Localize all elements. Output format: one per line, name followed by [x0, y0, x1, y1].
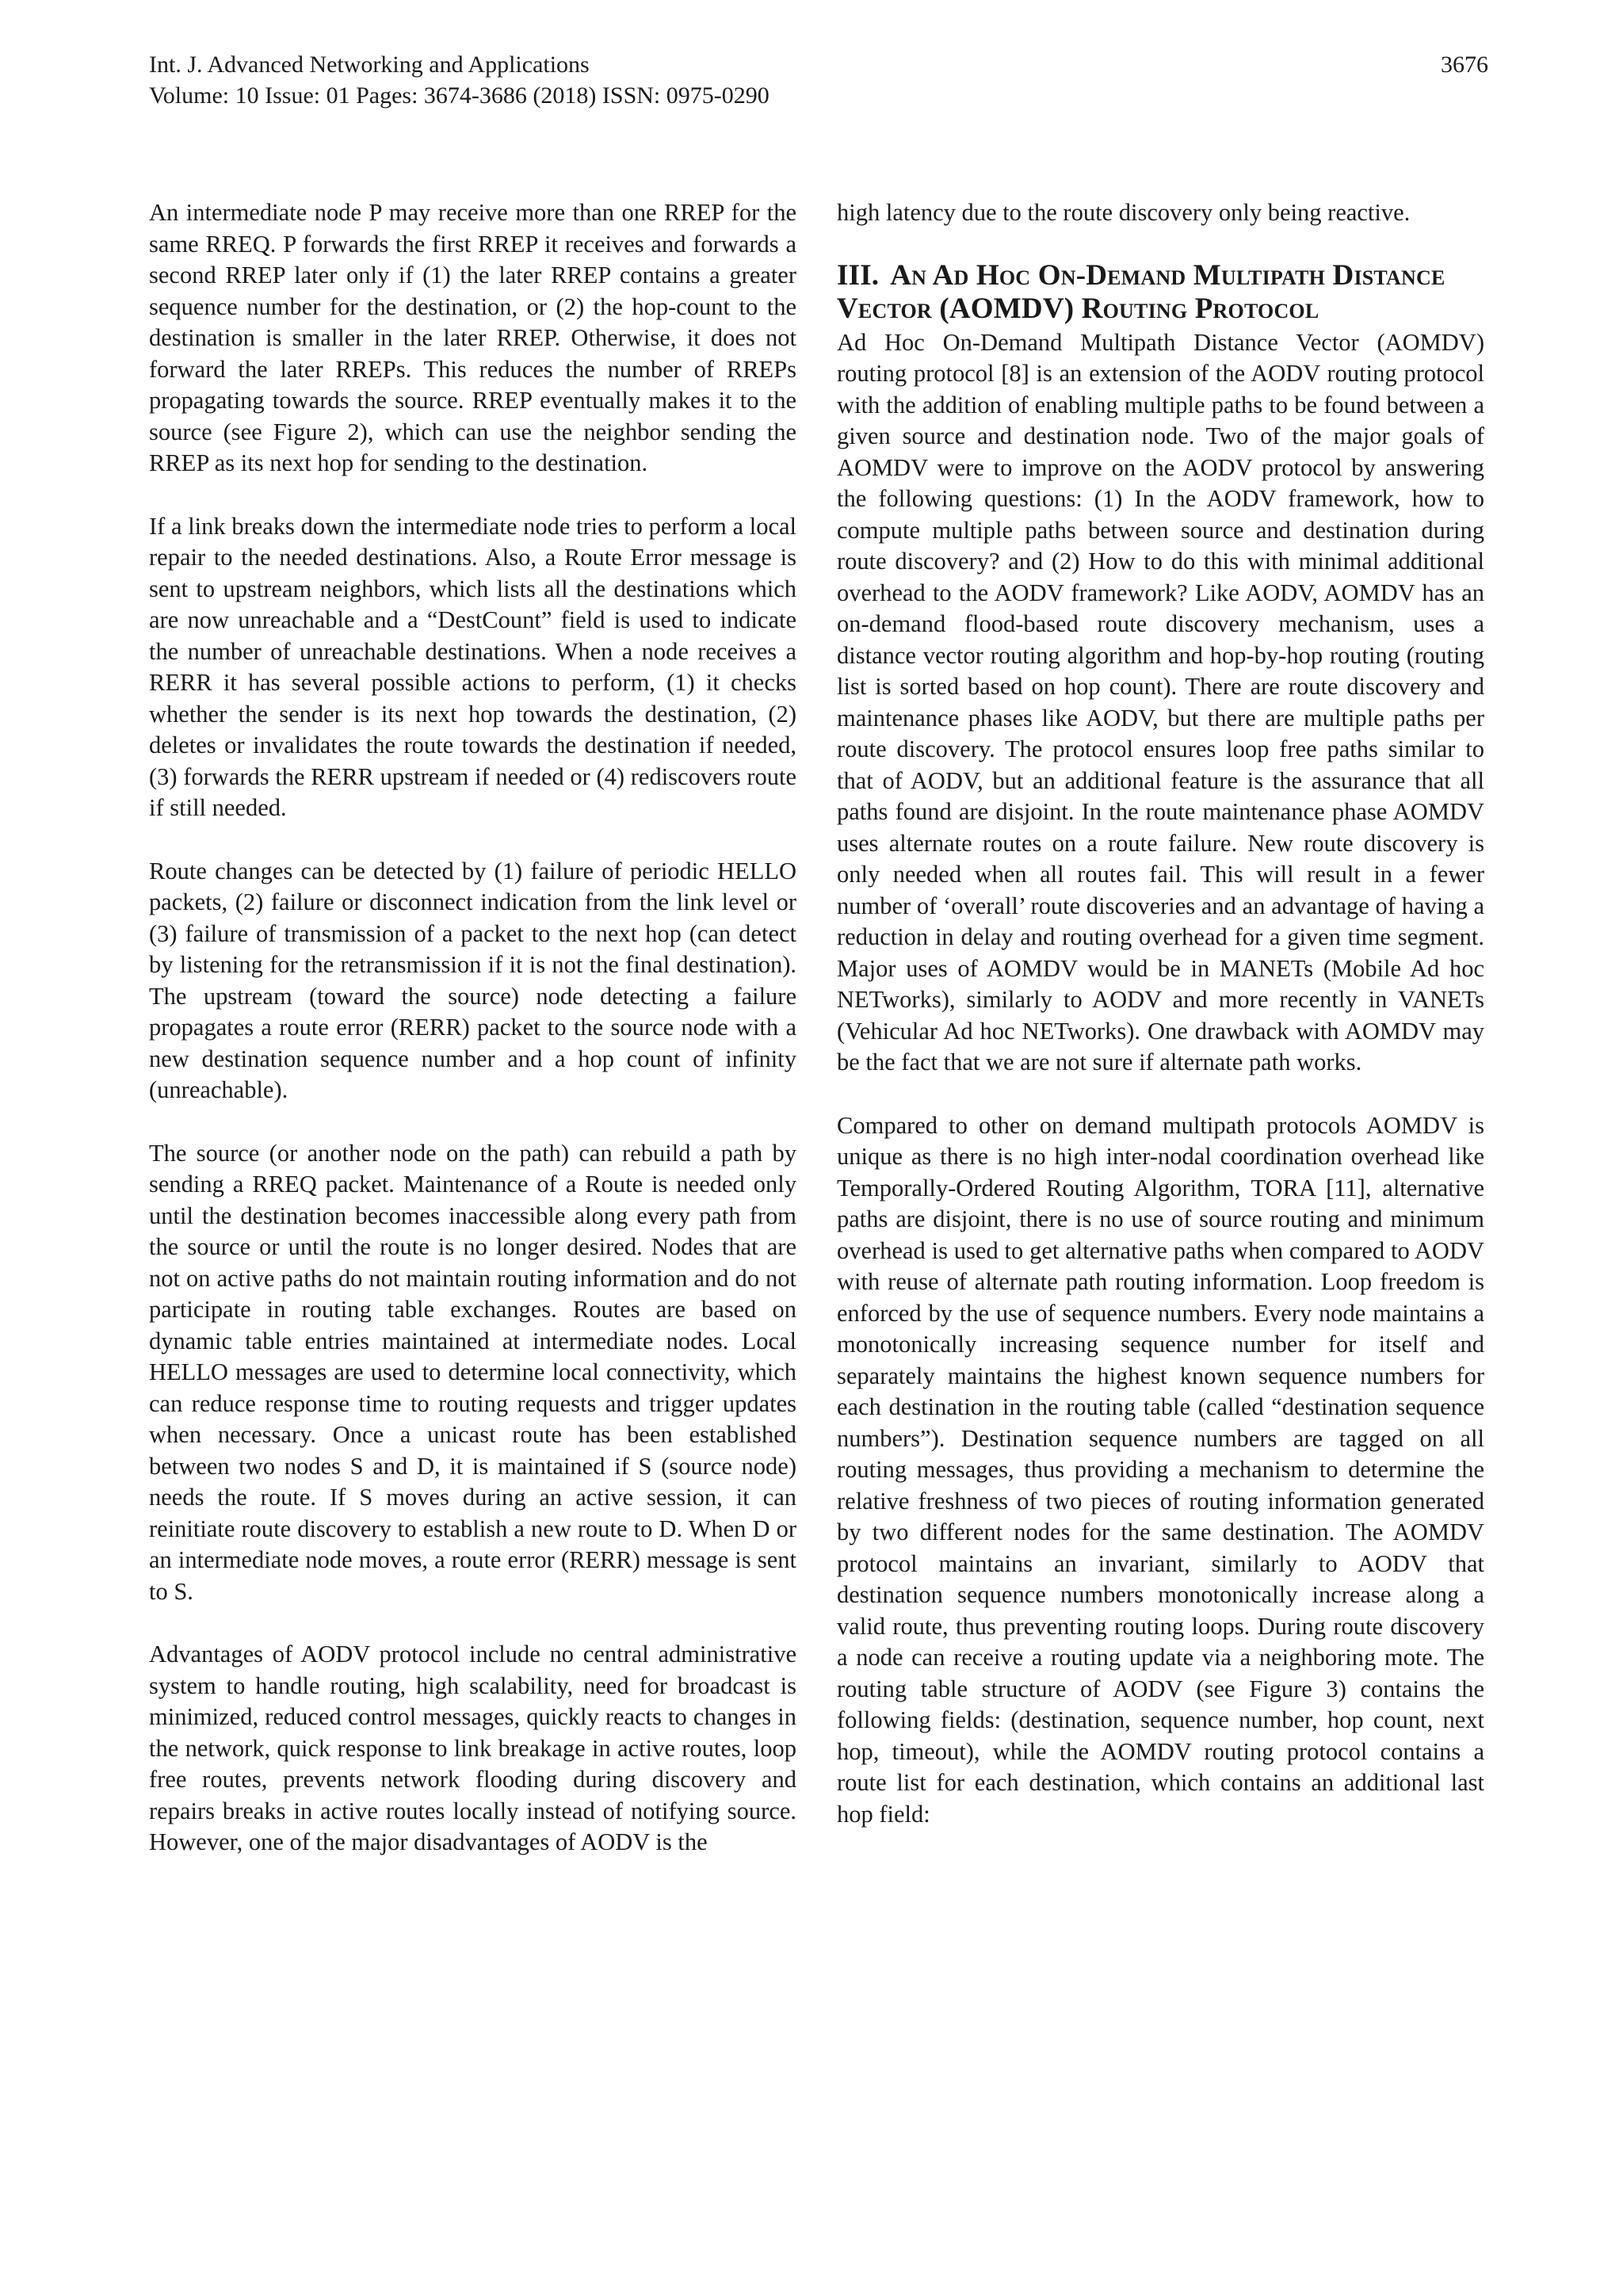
body-paragraph: An intermediate node P may receive more than one RREP for the same RREQ. P forwards the first RREP it receives and forwards a second RREP later only if (1) the later RREP contains a greater sequence number for the destination, or (2) the hop-count to the destination is smaller in the later RREP. Otherwise, it does not forward the later RREPs. This reduces the number of RREPs propagating towards the source. RREP eventually makes it to the source (see Figure 2), which can use the neighbor sending the RREP as its next hop for sending to the destination.: [149, 199, 796, 476]
left-column: [149, 197, 796, 1859]
body-paragraph: If a link breaks down the intermediate node tries to perform a local repair to the needed destinations. Also, a Route Error message is sent to upstream neighbors, which lists all the destinations which are now unreachable and a “DestCount” field is used to indicate the number of unreachable destinations. When a node receives a RERR it has several possible actions to perform, (1) it checks whether the sender is its next hop towards the destination, (2) deletes or invalidates the route towards the destination if needed, (3) forwards the RERR upstream if needed or (4) rediscovers route if still needed.: [149, 512, 796, 821]
journal-title: Int. J. Advanced Networking and Applications: [149, 52, 590, 78]
section-title: An Ad Hoc On-Demand Multipath Distance Vector (AOMDV) Routing Protocol: [837, 258, 1445, 325]
page-number: 3676: [1441, 52, 1488, 78]
body-paragraph: Compared to other on demand multipath protocols AOMDV is unique as there is no high inter-nodal coordination overhead like Temporally-Ordered Routing Algorithm, TORA [11], alternative paths are disjoint, there is no use of source routing and minimum overhead is used to get alternative paths when compared to AODV with reuse of alternate path routing information. Loop freedom is enforced by the use of sequence numbers. Every node maintains a monotonically increasing sequence number for itself and separately maintains the highest known sequence numbers for each destination in the routing table (called “destination sequence numbers”). Destination sequence numbers are tagged on all routing messages, thus providing a mechanism to determine the relative freshness of two pieces of routing information generated by two different nodes for the same destination. The AOMDV protocol maintains an invariant, similarly to AODV that destination sequence numbers monotonically increase along a valid route, thus preventing routing loops. During route discovery a node can receive a routing update via a neighboring mote. The routing table structure of AODV (see Figure 3) contains the following fields: (destination, sequence number, hop count, next hop, timeout), while the AOMDV routing protocol contains a route list for each destination, which contains an additional last hop field:: [837, 1111, 1484, 1828]
body-paragraph: The source (or another node on the path) can rebuild a path by sending a RREQ packet. Maintenance of a Route is needed only until the destination becomes inaccessible along every path from the source or until the route is no longer desired. Nodes that are not on active paths do not maintain routing information and do not participate in routing table exchanges. Routes are based on dynamic table entries maintained at intermediate nodes. Local HELLO messages are used to determine local connectivity, which can reduce response time to routing requests and trigger updates when necessary. Once a unicast route has been established between two nodes S and D, it is maintained if S (source node) needs the route. If S moves during an active session, it can reinitiate route discovery to establish a new route to D. When D or an intermediate node moves, a route error (RERR) message is sent to S.: [149, 1139, 796, 1605]
continued-paragraph: high latency due to the route discovery only being reactive.: [837, 199, 1411, 226]
section-number: III.: [837, 258, 880, 292]
body-paragraph: Advantages of AODV protocol include no central administrative system to handle routing, high scalability, need for broadcast is minimized, reduced control messages, quickly reacts to changes in the network, quick response to link breakage in active routes, loop free routes, prevents network flooding during discovery and repairs breaks in active routes locally instead of notifying source. However, one of the major disadvantages of AODV is the: [149, 1641, 796, 1855]
running-header: [149, 49, 1488, 111]
volume-info: Volume: 10 Issue: 01 Pages: 3674-3686 (2018) ISSN: 0975-0290: [149, 82, 769, 109]
body-paragraph: Ad Hoc On-Demand Multipath Distance Vector (AOMDV) routing protocol [8] is an extension of the AODV routing protocol with the addition of enabling multiple paths to be found between a given source and destination node. Two of the major goals of AOMDV were to improve on the AODV protocol by answering the following questions: (1) In the AODV framework, how to compute multiple paths between source and destination during route discovery? and (2) How to do this with minimal additional overhead to the AODV framework? Like AODV, AOMDV has an on-demand flood-based route discovery mechanism, uses a distance vector routing algorithm and hop-by-hop routing (routing list is sorted based on hop count). There are route discovery and maintenance phases like AODV, but there are multiple paths per route discovery. The protocol ensures loop free paths similar to that of AODV, but an additional feature is the assurance that all paths found are disjoint. In the route maintenance phase AOMDV uses alternate routes on a route failure. New route discovery is only needed when all routes fail. This will result in a fewer number of ‘overall’ route discoveries and an advantage of having a reduction in delay and routing overhead for a given time segment. Major uses of AOMDV would be in MANETs (Mobile Ad hoc NETworks), similarly to AODV and more recently in VANETs (Vehicular Ad hoc NETworks). One drawback with AOMDV may be the fact that we are not sure if alternate path works.: [837, 328, 1484, 1075]
body-paragraph: Route changes can be detected by (1) failure of periodic HELLO packets, (2) failure or disconnect indication from the link level or (3) failure of transmission of a packet to the next hop (can detect by listening for the retransmission if it is not the final destination). The upstream (toward the source) node detecting a failure propagates a route error (RERR) packet to the source node with a new destination sequence number and a hop count of infinity (unreachable).: [149, 857, 796, 1103]
section-heading: [837, 259, 1484, 326]
right-column: [837, 197, 1484, 1830]
